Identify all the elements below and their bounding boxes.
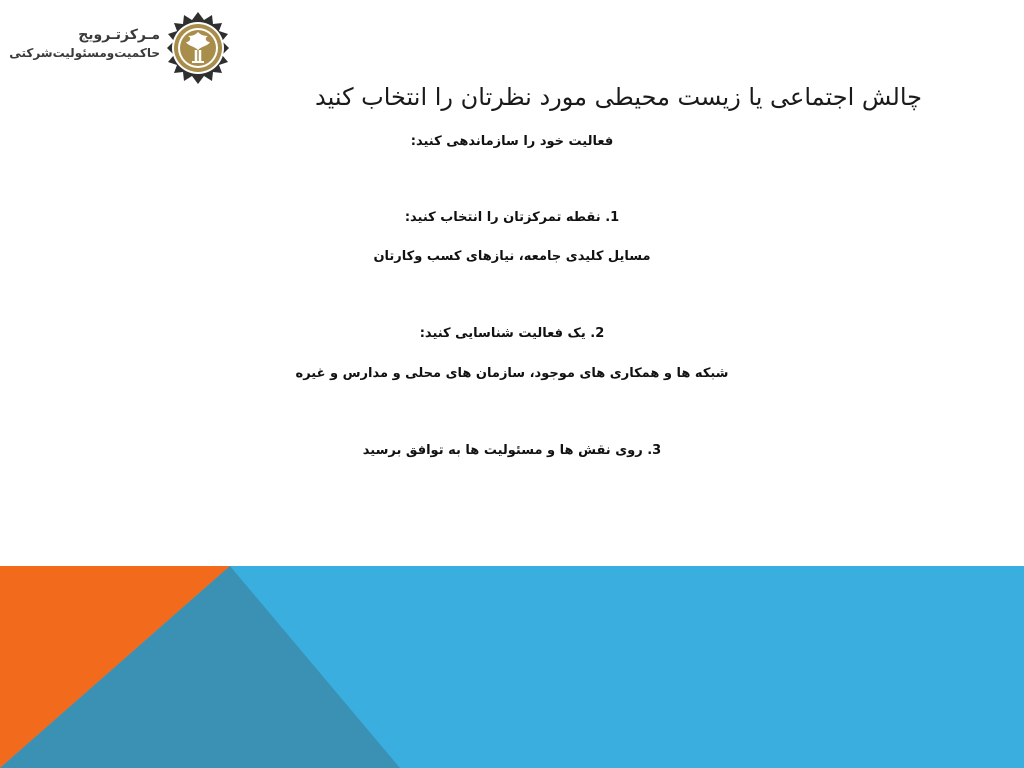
step-1-detail: مسایل کلیدی جامعه، نیازهای کسب وکارتان: [373, 249, 651, 264]
tree-emblem-icon: [160, 8, 236, 88]
organization-logo: [0, 8, 240, 88]
step-2-heading: 2. یک فعالیت شناسایی کنید:: [419, 326, 605, 341]
step-1-heading: 1. نقطه تمرکزتان را انتخاب کنید:: [404, 210, 620, 225]
step-2-detail: شبکه ها و همکاری های موجود، سازمان های محلی و مدارس و غیره: [295, 366, 729, 381]
slide-title: چالش اجتماعی یا زیست محیطی مورد نظرتان را انتخاب کنید: [314, 83, 922, 111]
logo-wordmark: [4, 26, 160, 62]
logo-line-1: مـرکزتـرویج: [78, 27, 160, 43]
intro-text: فعالیت خود را سازماندهی کنید:: [410, 134, 614, 149]
step-3-heading: 3. روی نقش ها و مسئولیت ها به توافق برسید: [362, 443, 662, 458]
logo-line-2: حاکمیت‌ومسئولیت‌شرکتی: [9, 46, 160, 60]
